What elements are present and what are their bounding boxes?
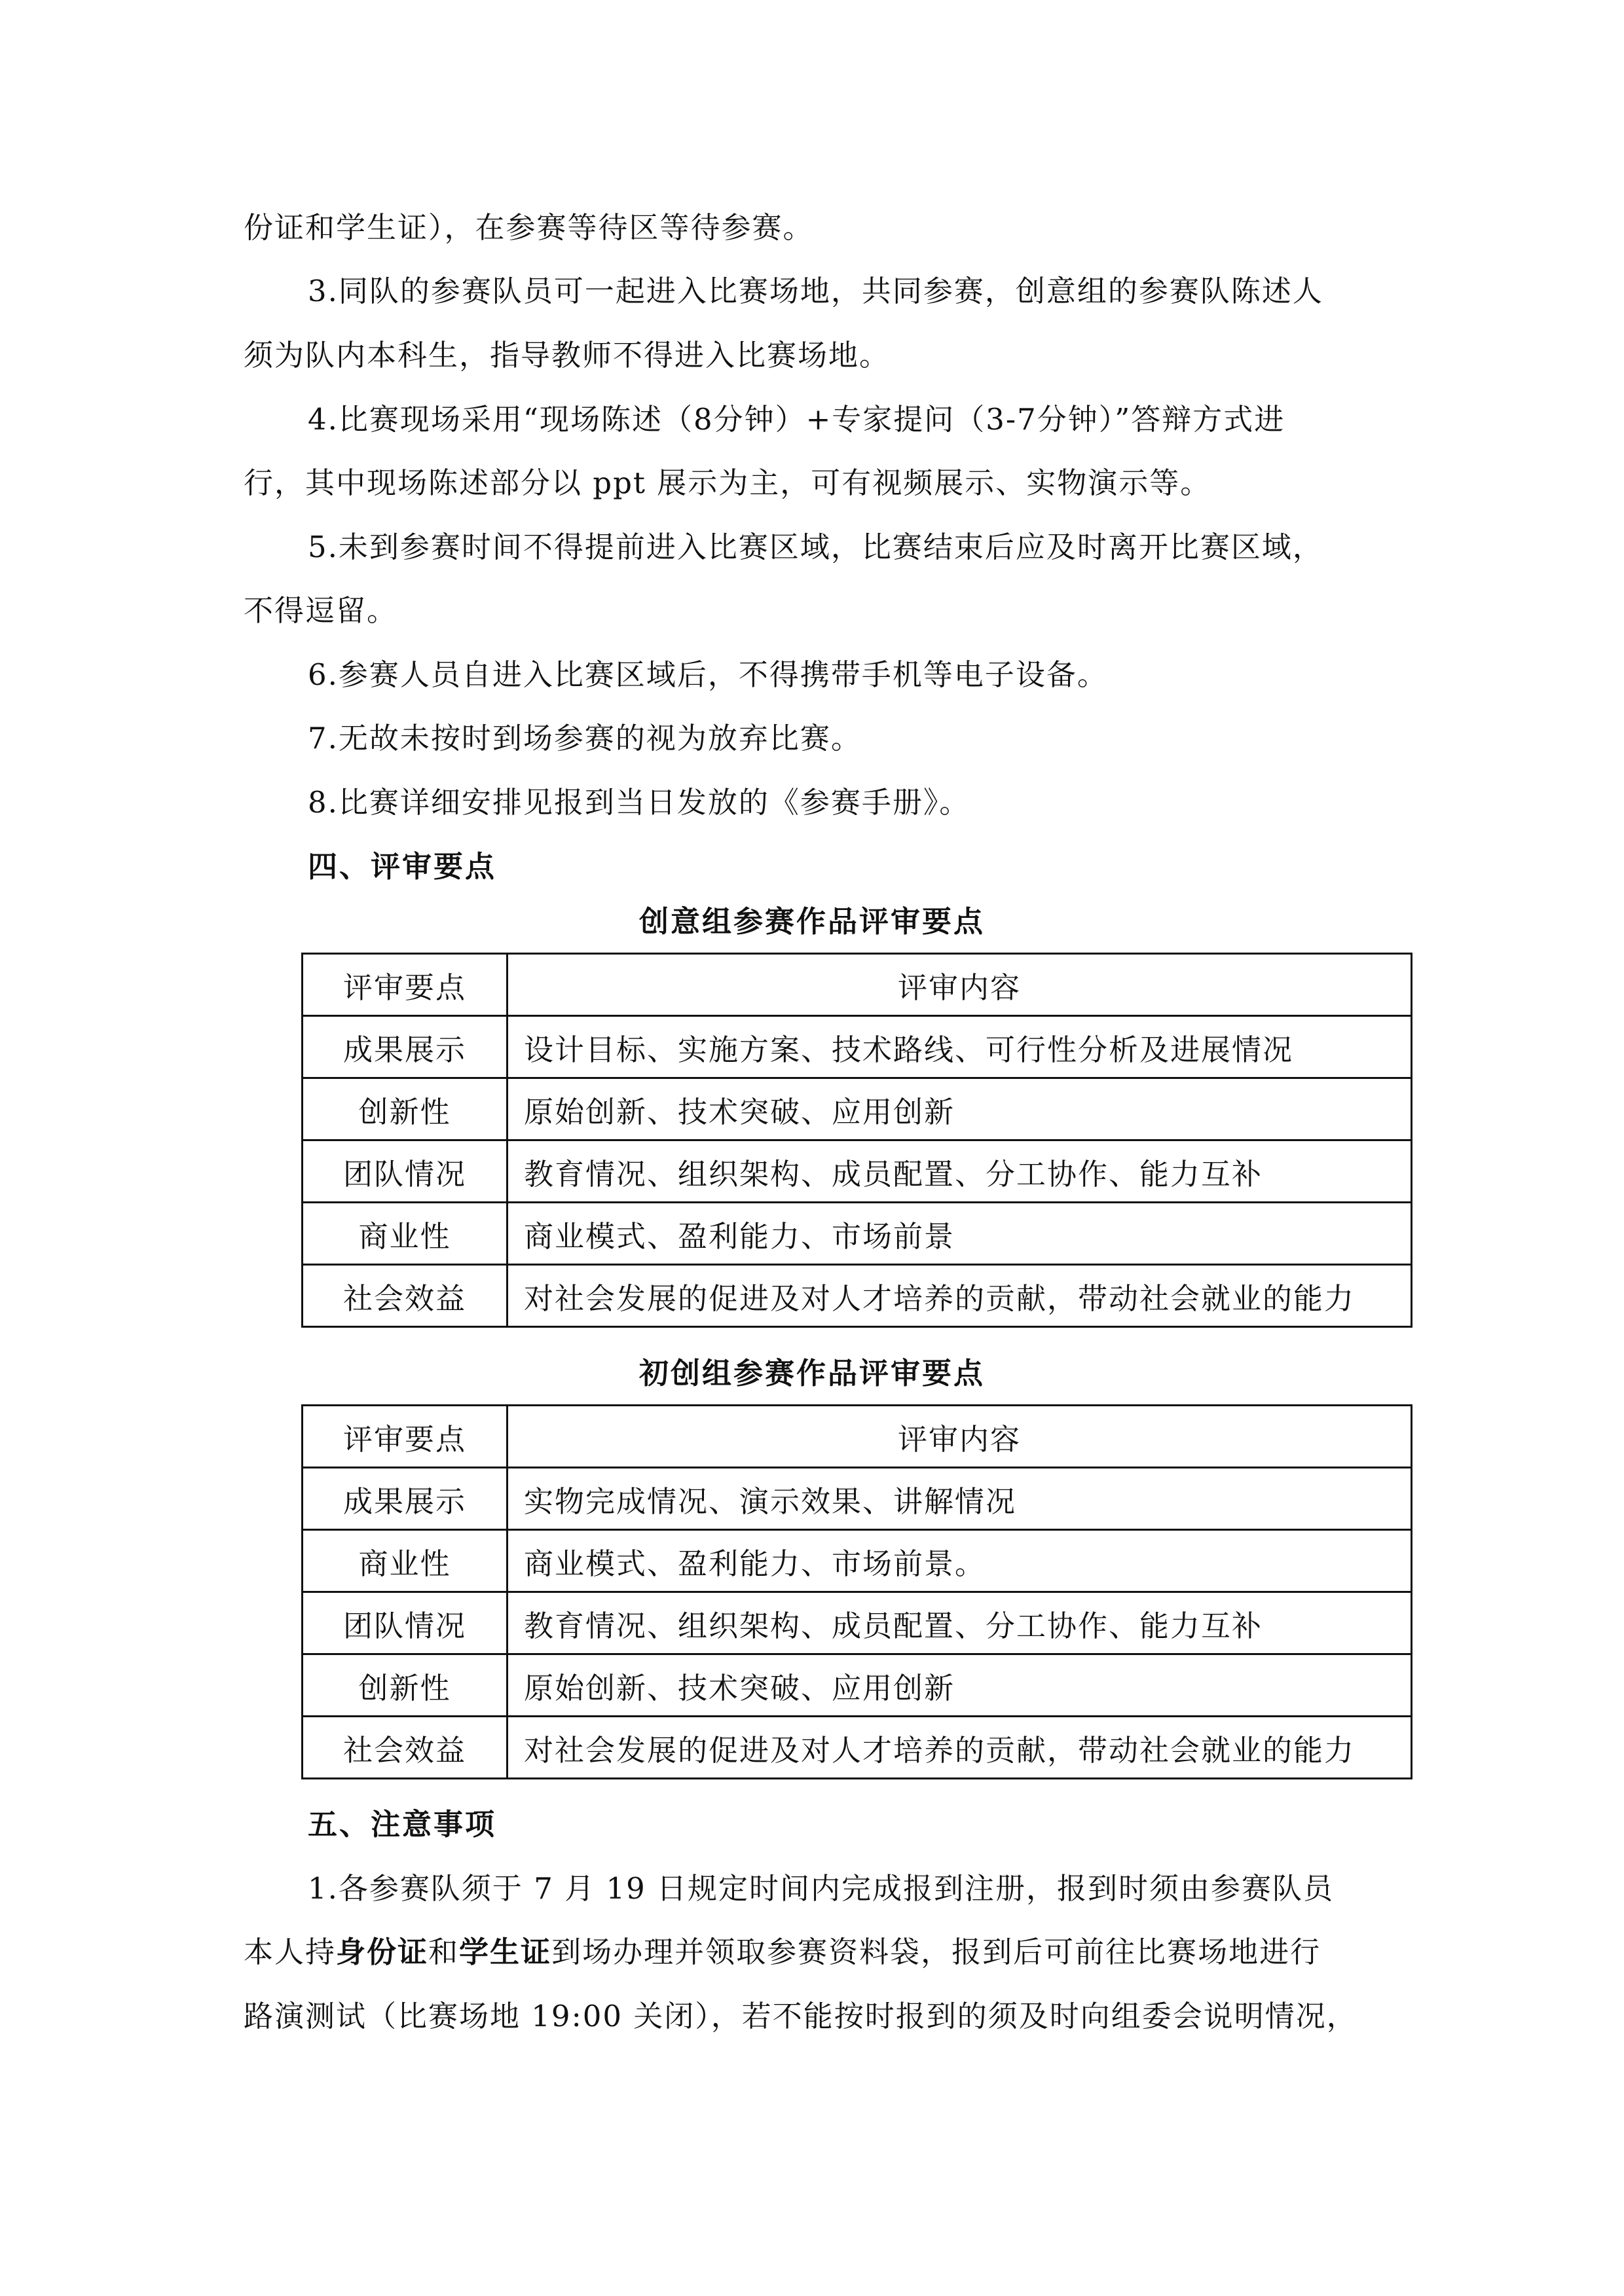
criterion-cell: 创新性 (303, 1078, 507, 1140)
review-table-startup (301, 1404, 1412, 1779)
section-heading: 四、评审要点 (308, 849, 497, 884)
paragraph-line: 7.无故未按时到场参赛的视为放弃比赛。 (308, 721, 862, 756)
table-row (303, 1654, 1412, 1717)
content-cell: 教育情况、组织架构、成员配置、分工协作、能力互补 (507, 1140, 1412, 1203)
content-cell: 商业模式、盈利能力、市场前景 (507, 1203, 1412, 1265)
table-row (303, 1592, 1412, 1654)
criterion-cell: 社会效益 (303, 1717, 507, 1779)
table-row (303, 1016, 1412, 1078)
paragraph-line: 不得逗留。 (244, 593, 398, 628)
criterion-cell: 团队情况 (303, 1592, 507, 1654)
header-cell: 评审内容 (507, 1406, 1412, 1468)
criterion-cell: 创新性 (303, 1654, 507, 1717)
header-cell: 评审要点 (303, 1406, 507, 1468)
table-row (303, 1203, 1412, 1265)
criterion-cell: 社会效益 (303, 1265, 507, 1327)
content-cell: 原始创新、技术突破、应用创新 (507, 1654, 1412, 1717)
paragraph-line: 6.参赛人员自进入比赛区域后，不得携带手机等电子设备。 (308, 657, 1108, 692)
content-cell: 对社会发展的促进及对人才培养的贡献，带动社会就业的能力 (507, 1717, 1412, 1779)
table-row (303, 1468, 1412, 1530)
table-row (303, 1140, 1412, 1203)
table-row (303, 1078, 1412, 1140)
paragraph-line: 5.未到参赛时间不得提前进入比赛区域，比赛结束后应及时离开比赛区域， (308, 530, 1323, 564)
table-caption: 创意组参赛作品评审要点 (638, 904, 985, 939)
text-run: 本人持 (244, 1935, 337, 1969)
paragraph-line: 份证和学生证），在参赛等待区等待参赛。 (244, 210, 814, 245)
criterion-cell: 团队情况 (303, 1140, 507, 1203)
content-cell: 设计目标、实施方案、技术路线、可行性分析及进展情况 (507, 1016, 1412, 1078)
content-cell: 商业模式、盈利能力、市场前景。 (507, 1530, 1412, 1592)
table-header-row (303, 954, 1412, 1016)
section-heading: 五、注意事项 (308, 1807, 497, 1842)
table-row (303, 1265, 1412, 1327)
paragraph-line: 路演测试（比赛场地 19:00 关闭），若不能按时报到的须及时向组委会说明情况， (244, 1999, 1357, 2033)
paragraph-line: 3.同队的参赛队员可一起进入比赛场地，共同参赛，创意组的参赛队陈述人 (308, 274, 1323, 308)
id-card-emphasis: 身份证 (336, 1935, 429, 1969)
paragraph-line: 4.比赛现场采用“现场陈述（8分钟）+专家提问（3-7分钟）”答辩方式进 (308, 402, 1285, 437)
content-cell: 原始创新、技术突破、应用创新 (507, 1078, 1412, 1140)
paragraph-line (244, 1933, 1321, 1972)
text-run: 到场办理并领取参赛资料袋，报到后可前往比赛场地进行 (551, 1935, 1321, 1969)
criterion-cell: 成果展示 (303, 1016, 507, 1078)
review-table-creative (301, 953, 1412, 1328)
table-row (303, 1717, 1412, 1779)
header-cell: 评审要点 (303, 954, 507, 1016)
criterion-cell: 商业性 (303, 1203, 507, 1265)
table-caption: 初创组参赛作品评审要点 (638, 1356, 985, 1391)
criterion-cell: 商业性 (303, 1530, 507, 1592)
paragraph-line: 1.各参赛队须于 7 月 19 日规定时间内完成报到注册，报到时须由参赛队员 (308, 1871, 1335, 1906)
paragraph-line: 须为队内本科生，指导教师不得进入比赛场地。 (244, 338, 891, 373)
criterion-cell: 成果展示 (303, 1468, 507, 1530)
header-cell: 评审内容 (507, 954, 1412, 1016)
paragraph-line: 8.比赛详细安排见报到当日发放的《参赛手册》。 (308, 785, 970, 820)
content-cell: 教育情况、组织架构、成员配置、分工协作、能力互补 (507, 1592, 1412, 1654)
student-card-emphasis: 学生证 (459, 1935, 552, 1969)
table-header-row (303, 1406, 1412, 1468)
content-cell: 实物完成情况、演示效果、讲解情况 (507, 1468, 1412, 1530)
table-row (303, 1530, 1412, 1592)
text-run: 和 (428, 1935, 460, 1969)
paragraph-line: 行，其中现场陈述部分以 ppt 展示为主，可有视频展示、实物演示等。 (244, 465, 1211, 500)
content-cell: 对社会发展的促进及对人才培养的贡献，带动社会就业的能力 (507, 1265, 1412, 1327)
